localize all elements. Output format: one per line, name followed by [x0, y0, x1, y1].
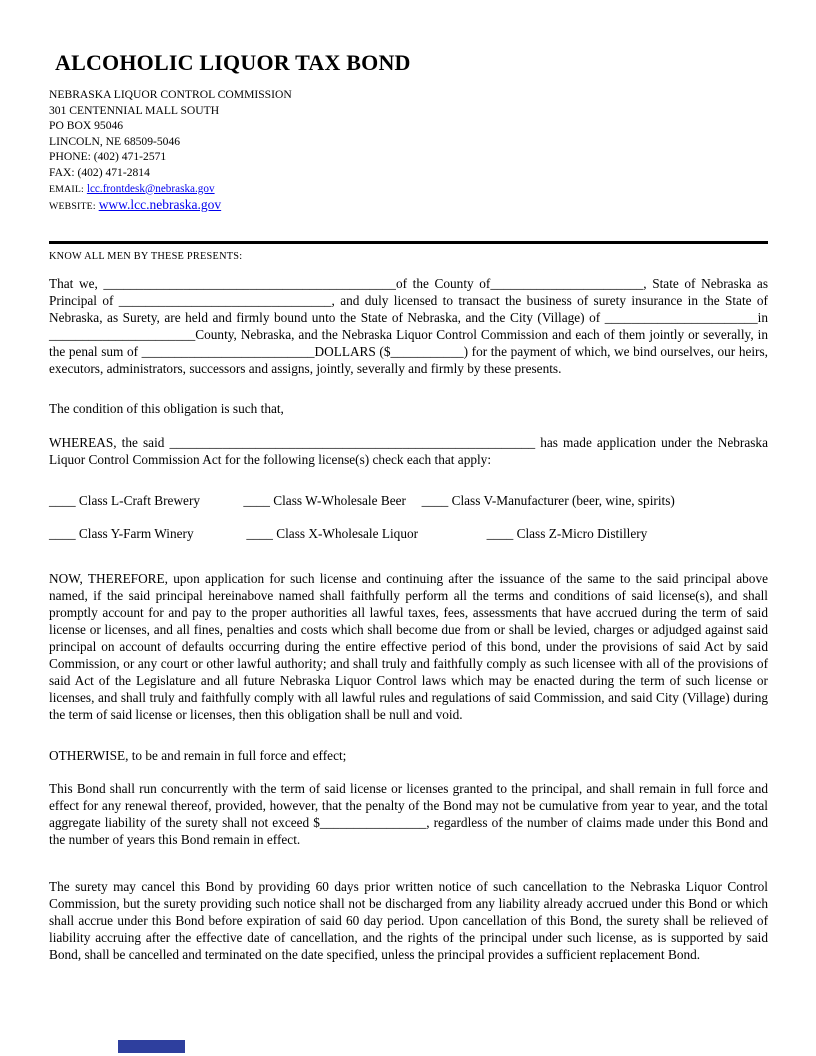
class-v-manufacturer-option: ____ Class V-Manufacturer (beer, wine, spirits): [421, 492, 675, 508]
class-y-farm-winery-option: ____ Class Y-Farm Winery: [49, 525, 194, 541]
website-link[interactable]: www.lcc.nebraska.gov: [98, 197, 222, 213]
concurrent-bond-paragraph: This Bond shall run concurrently with the term of said license or licenses granted to the principal, and shall remain in full force and effect for any renewal thereof, provided, however, that the penalty of the Bond may not be cumulative from year to year, and the total aggregate liability of the surety shall not exceed $________________, regardless of the number of claims made under this Bond and the number of years this Bond remain in effect.: [49, 780, 768, 847]
license-class-row-2: [49, 525, 768, 542]
agency-phone-line: PHONE: (402) 471-2571: [49, 150, 167, 164]
footer-blue-mark: [118, 1040, 185, 1053]
website-label: WEBSITE:: [49, 201, 96, 213]
class-w-wholesale-beer-option: ____ Class W-Wholesale Beer: [243, 492, 406, 508]
email-link[interactable]: lcc.frontdesk@nebraska.gov: [86, 182, 215, 195]
cancellation-paragraph: The surety may cancel this Bond by providing 60 days prior written notice of such cancellation to the Nebraska Liquor Control Commission, but the surety providing such notice shall not be discharged from any liability already accrued under this Bond or which shall accrue under this Bond before expiration of said 60 day period. Upon cancellation of this Bond, the surety shall be relieved of liability accruing after the effective date of cancellation, and the rights of the principal under such license, as is supported by said Bond, shall be cancelled and terminated on the date specified, unless the principal provides a sufficient replacement Bond.: [49, 878, 768, 962]
class-x-wholesale-liquor-option: ____ Class X-Wholesale Liquor: [246, 525, 419, 541]
agency-website-line: [49, 197, 768, 215]
agency-name-line: NEBRASKA LIQUOR CONTROL COMMISSION: [49, 88, 292, 101]
presents-heading: KNOW ALL MEN BY THESE PRESENTS:: [49, 250, 243, 262]
agency-block: [49, 87, 768, 215]
agency-address-line-2: PO BOX 95046: [49, 119, 124, 133]
agency-address-line-3: LINCOLN, NE 68509-5046: [49, 134, 181, 148]
email-label: EMAIL:: [49, 183, 84, 195]
bond-paragraph: That we, ____________________________________________of the County of_______________________, State of Nebraska as Principal of ________________________________, and duly licensed to transact the business of surety insurance in the State of Nebraska, as Surety, are held and firmly bound unto the State of Nebraska, and the City (Village) of _______________________in ______________________County, Nebraska, and the Nebraska Liquor Control Commission and each of them jointly or severally, in the penal sum of __________________________DOLLARS ($___________) for the payment of which, we bind ourselves, our heirs, executors, administrators, successors and assigns, jointly, severally and firmly by these presents.: [49, 275, 768, 376]
class-z-micro-distillery-option: ____ Class Z-Micro Distillery: [486, 525, 648, 541]
condition-line: The condition of this obligation is such that,: [49, 400, 284, 416]
divider-rule: [49, 241, 768, 244]
agency-email-line: [49, 181, 768, 198]
otherwise-line: OTHERWISE, to be and remain in full force and effect;: [49, 747, 347, 763]
document-title: ALCOHOLIC LIQUOR TAX BOND: [55, 50, 411, 75]
now-therefore-paragraph: NOW, THEREFORE, upon application for such license and continuing after the issuance of the same to the said principal above named, if the said principal hereinabove named shall faithfully perform all the terms and conditions of said license(s), and shall promptly account for and pay to the proper authorities all lawful taxes, fees, assessments that have accrued during the term of said license or licenses, and all fines, penalties and costs which shall become due from or shall be levied, charges or adjudged against said principal on account of defaults occurring during the entire effective period of this bond, under the provisions of said Act by said Commission, or any court or other lawful authority; and shall truly and faithfully comply as such licensee with all of the provisions of said Act of the Legislature and all future Nebraska Liquor Control laws which may be enacted during the term of such license or licenses, and shall truly and faithfully comply with all lawful rules and regulations of said Commission, and said City (Village) during the term of said license or licenses, then this obligation shall be null and void.: [49, 570, 768, 722]
whereas-paragraph: WHEREAS, the said _______________________________________________________ has made application under the Nebraska Liquor Control Commission Act for the following license(s) check each that apply:: [49, 434, 768, 467]
class-l-craft-brewery-option: ____ Class L-Craft Brewery: [49, 492, 201, 508]
agency-fax-line: FAX: (402) 471-2814: [49, 165, 150, 179]
license-class-row-1: [49, 492, 768, 509]
agency-address-line-1: 301 CENTENNIAL MALL SOUTH: [49, 103, 220, 117]
